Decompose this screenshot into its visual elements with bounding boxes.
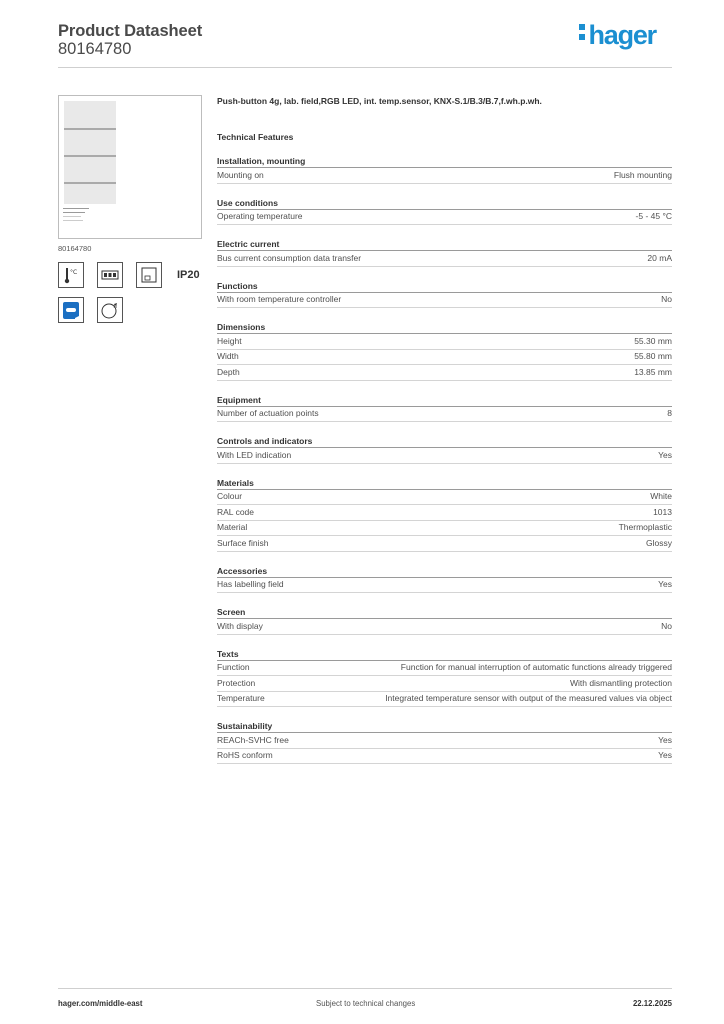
svg-text:°C: °C [70, 269, 78, 276]
feature-value: Yes [658, 734, 672, 745]
feature-row [217, 536, 672, 552]
feature-section [217, 320, 672, 381]
footer-website: hager.com/middle-east [58, 999, 143, 1008]
feature-value: No [661, 294, 672, 304]
section-title: Equipment [217, 393, 672, 407]
brand-name: hager [588, 20, 656, 50]
feature-label: Surface finish [217, 537, 269, 548]
feature-value: -5 - 45 °C [635, 211, 672, 221]
footer-notice: Subject to technical changes [316, 999, 416, 1008]
label-lines-icon [63, 208, 93, 224]
feature-label: Number of actuation points [217, 408, 319, 418]
feature-row [217, 210, 672, 226]
section-title: Materials [217, 476, 672, 490]
feature-label: Colour [217, 491, 243, 501]
feature-label: Height [217, 335, 242, 346]
feature-value: Integrated temperature sensor with output of the measured values via object [385, 693, 672, 703]
section-title: Use conditions [217, 196, 672, 210]
feature-row [217, 251, 672, 267]
feature-value: Flush mounting [613, 169, 672, 180]
technical-content [217, 96, 672, 764]
svg-text:M: M [113, 304, 117, 309]
feature-value: With dismantling protection [569, 677, 672, 688]
feature-row [217, 407, 672, 423]
section-title: Accessories [217, 564, 672, 578]
feature-value: 55.80 mm [634, 351, 672, 361]
feature-row [217, 490, 672, 506]
feature-section [217, 434, 672, 464]
feature-value: 1013 [653, 506, 672, 517]
feature-label: With display [217, 620, 263, 631]
feature-section [217, 564, 672, 594]
push-button-illustration [64, 101, 116, 204]
feature-label: Width [217, 351, 239, 361]
section-title: Texts [217, 647, 672, 661]
feature-value: 8 [667, 408, 672, 418]
knx-logo-icon [58, 297, 84, 323]
feature-value: 55.30 mm [634, 335, 672, 346]
section-title: Electric current [217, 237, 672, 251]
section-title: Screen [217, 605, 672, 619]
product-description: Push-button 4g, lab. field,RGB LED, int. temp.sensor, KNX-S.1/B.3/B.7,f.wh.p.wh. [217, 96, 542, 106]
page-header [58, 20, 672, 68]
temperature-sensor-icon [58, 262, 84, 288]
section-title: Functions [217, 279, 672, 293]
product-panel [58, 95, 202, 323]
feature-sections [217, 154, 672, 764]
feature-section [217, 196, 672, 226]
rotatable-icon [97, 297, 123, 323]
feature-value: 20 mA [647, 252, 672, 263]
feature-row [217, 619, 672, 635]
feature-row [217, 661, 672, 677]
section-title: Dimensions [217, 320, 672, 334]
feature-label: Material [217, 522, 248, 532]
page-title: Product Datasheet [58, 22, 203, 40]
feature-section [217, 647, 672, 708]
feature-row [217, 293, 672, 309]
feature-section [217, 393, 672, 423]
feature-row [217, 733, 672, 749]
feature-label: REACh-SVHC free [217, 734, 289, 745]
feature-value: 13.85 mm [634, 366, 672, 377]
logo-dots-icon [579, 22, 587, 42]
feature-value: No [661, 620, 672, 631]
feature-value: Yes [658, 449, 672, 460]
footer-date: 22.12.2025 [632, 999, 672, 1008]
feature-value: Glossy [646, 537, 672, 548]
feature-value: Yes [658, 579, 672, 589]
product-image [58, 95, 202, 239]
feature-label: Operating temperature [217, 211, 303, 221]
feature-label: With LED indication [217, 449, 292, 460]
technical-features-heading: Technical Features [217, 132, 294, 142]
feature-section [217, 719, 672, 764]
product-caption: 80164780 [58, 244, 92, 253]
feature-label: RAL code [217, 506, 255, 517]
product-number: 80164780 [58, 40, 132, 58]
feature-label: Bus current consumption data transfer [217, 252, 362, 263]
feature-label: Function [217, 662, 250, 672]
feature-value: Thermoplastic [618, 522, 672, 532]
feature-row [217, 505, 672, 521]
feature-label: Mounting on [217, 169, 264, 180]
section-title: Controls and indicators [217, 434, 672, 448]
feature-label: Has labelling field [217, 579, 284, 589]
feature-label: Protection [217, 677, 256, 688]
feature-section [217, 605, 672, 635]
feature-row [217, 521, 672, 537]
feature-row [217, 578, 672, 594]
feature-row [217, 334, 672, 350]
section-title: Installation, mounting [217, 154, 672, 168]
ip20-rating-icon: IP20 [177, 269, 200, 281]
feature-section [217, 154, 672, 184]
feature-row [217, 749, 672, 765]
feature-value: Yes [658, 750, 672, 760]
feature-icons-row-1 [58, 262, 202, 288]
feature-section [217, 279, 672, 309]
feature-row [217, 168, 672, 184]
feature-value: Function for manual interruption of automatic functions already triggered [400, 662, 672, 672]
feature-row [217, 676, 672, 692]
labelling-field-icon [136, 262, 162, 288]
feature-row [217, 365, 672, 381]
feature-value: White [650, 491, 672, 501]
feature-label: With room temperature controller [217, 294, 342, 304]
feature-row [217, 350, 672, 366]
feature-section [217, 476, 672, 552]
led-indicator-icon [97, 262, 123, 288]
feature-row [217, 448, 672, 464]
feature-label: Depth [217, 366, 240, 377]
section-title: Sustainability [217, 719, 672, 733]
feature-icons-row-2 [58, 297, 202, 323]
page-footer [58, 988, 672, 1012]
feature-label: Temperature [217, 693, 265, 703]
feature-row [217, 692, 672, 708]
hager-logo [579, 20, 656, 51]
feature-section [217, 237, 672, 267]
feature-label: RoHS conform [217, 750, 273, 760]
